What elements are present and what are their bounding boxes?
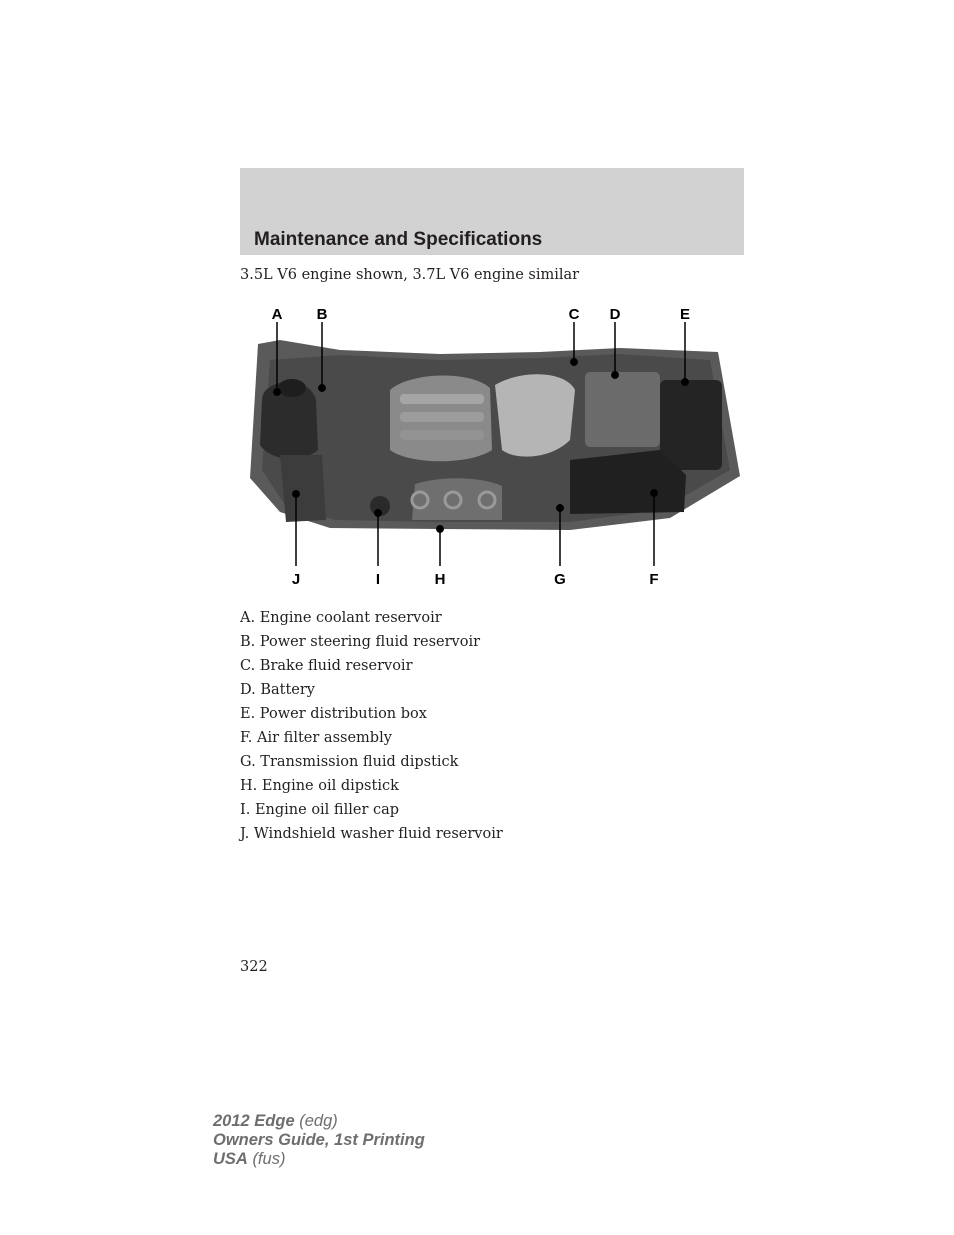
section-header-band [240, 168, 744, 255]
legend-item: B. Power steering fluid reservoir [240, 634, 481, 650]
callout-a: A [271, 306, 283, 323]
legend-item: E. Power distribution box [240, 706, 427, 722]
component-legend [240, 608, 503, 848]
footer-model-code: (edg) [299, 1112, 338, 1130]
legend-item: G. Transmission fluid dipstick [240, 754, 459, 770]
footer-line-3 [213, 1150, 425, 1169]
legend-item: I. Engine oil filler cap [240, 802, 400, 818]
callout-c: C [568, 306, 580, 323]
washer-reservoir [280, 455, 326, 522]
battery-shape [585, 372, 660, 447]
figure-caption: 3.5L V6 engine shown, 3.7L V6 engine similar [240, 267, 580, 283]
footer-line-2: Owners Guide, 1st Printing [213, 1131, 425, 1149]
callout-i: I [375, 571, 381, 588]
legend-item: H. Engine oil dipstick [240, 778, 399, 794]
air-filter-shape [570, 450, 686, 514]
page-number: 322 [240, 959, 268, 975]
callout-g: G [554, 571, 566, 588]
legend-item: D. Battery [240, 682, 315, 698]
footer-market-code: (fus) [252, 1150, 286, 1168]
legend-item: C. Brake fluid reservoir [240, 658, 413, 674]
legend-item: J. Windshield washer fluid reservoir [240, 826, 503, 842]
footer-line-1 [213, 1112, 425, 1131]
legend-item: F. Air filter assembly [240, 730, 392, 746]
document-footer [213, 1112, 425, 1169]
engine-compartment-illustration [240, 300, 744, 596]
callout-j: J [291, 571, 301, 588]
footer-market: USA [213, 1150, 248, 1168]
air-intake-tube [495, 374, 575, 456]
power-distribution-box-shape [660, 380, 722, 470]
section-title: Maintenance and Specifications [254, 229, 543, 250]
legend-item: A. Engine coolant reservoir [240, 610, 442, 626]
callout-h: H [434, 571, 446, 588]
footer-model: 2012 Edge [213, 1112, 295, 1130]
callout-f: F [649, 571, 659, 588]
callout-e: E [679, 306, 691, 323]
callout-d: D [609, 306, 621, 323]
callout-b: B [316, 306, 328, 323]
